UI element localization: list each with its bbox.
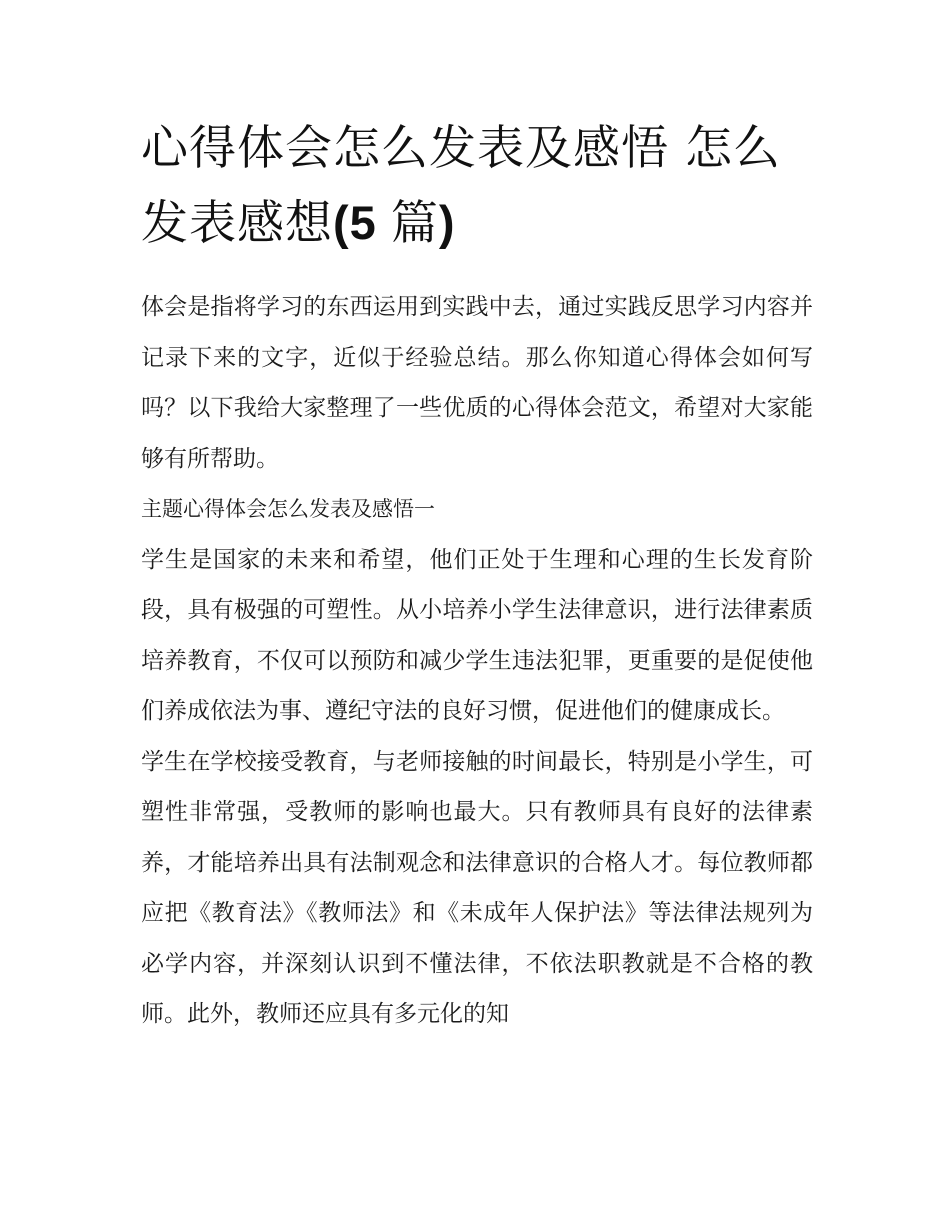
document-title	[141, 112, 813, 261]
title-count-open: (5	[333, 196, 391, 249]
title-count-unit: 篇	[390, 196, 439, 251]
title-count-close: )	[438, 196, 456, 249]
intro-paragraph: 体会是指将学习的东西运用到实践中去，通过实践反思学习内容并记录下来的文字，近似于经验总结。那么你知道心得体会如何写吗？以下我给大家整理了一些优质的心得体会范文，希望对大家能够有所帮助。	[141, 294, 813, 472]
title-line-1: 心得体会怎么发表及感悟 怎么	[141, 121, 781, 176]
document-body	[141, 112, 813, 1040]
body-paragraph-2: 学生在学校接受教育，与老师接触的时间最长，特别是小学生，可塑性非常强，受教师的影响也最大。只有教师具有良好的法律素养，才能培养出具有法制观念和法律意识的合格人才。每位教师都应把《教育法》《教师法》和《未成年人保护法》等法律法规列为必学内容，并深刻认识到不懂法律，不依法职教就是不合格的教师。此外，教师还应具有多元化的知	[141, 748, 813, 1027]
section-heading-1: 主题心得体会怎么发表及感悟一	[141, 497, 435, 521]
body-paragraph-1: 学生是国家的未来和希望，他们正处于生理和心理的生长发育阶段，具有极强的可塑性。从小培养小学生法律意识，进行法律素质培养教育，不仅可以预防和减少学生违法犯罪，更重要的是促使他们养成依法为事、遵纪守法的良好习惯，促进他们的健康成长。	[141, 546, 813, 724]
title-line-2-prefix: 发表感想	[141, 196, 333, 251]
